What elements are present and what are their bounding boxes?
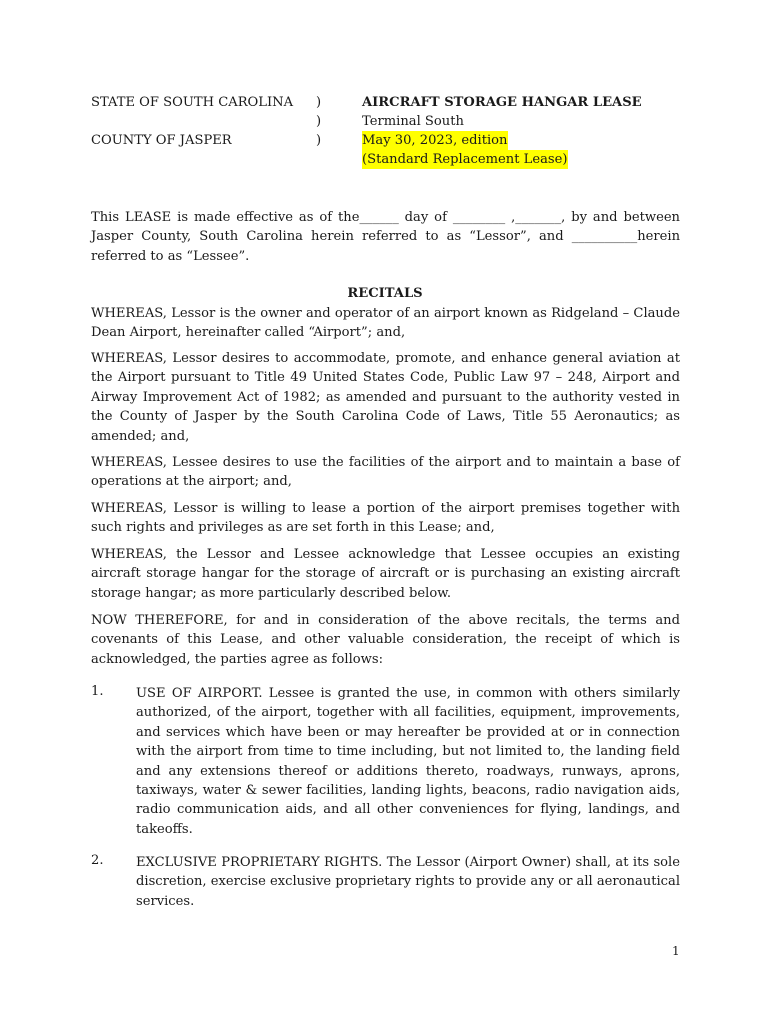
recital-paragraph: WHEREAS, Lessor is willing to lease a portion of the airport premises together with such rights and privileges as are set forth in this Lease; and, — [91, 501, 680, 536]
section-text: EXCLUSIVE PROPRIETARY RIGHTS. The Lessor (Airport Owner) shall, at its sole discretion, exercise exclusive proprietary rights to provide any or all aeronautical services. — [136, 855, 681, 909]
recital-paragraph: WHEREAS, Lessor is the owner and operator of an airport known as Ridgeland – Claude Dean Airport, hereinafter called “Airport”; and, — [91, 306, 680, 341]
recitals-heading: RECITALS — [347, 286, 423, 301]
agreement-paragraph: NOW THEREFORE, for and in consideration of the above recitals, the terms and covenants of this Lease, and other valuable consideration, the receipt of which is acknowledged, the parties agree as follows: — [91, 613, 680, 667]
lease-subtitle: Terminal South — [362, 114, 464, 129]
section-text: USE OF AIRPORT. Lessee is granted the use, in common with others similarly authorized, of the airport, together with all facilities, equipment, improvements, and services which have been or may hereafter be provided at or in connection with the airport from time to time including, but not limited to, the landing field and any extensions thereof or additions thereto, roadways, runways, aprons, taxiways, water & sewer facilities, landing lights, beacons, radio navigation aids, radio communication aids, and all other conveniences for flying, landings, and takeoffs. — [136, 686, 680, 837]
section-number: 2. — [91, 853, 104, 868]
caption-paren: ) — [316, 95, 322, 110]
caption-paren: ) — [316, 114, 322, 129]
county-label: COUNTY OF JASPER — [91, 133, 232, 148]
page-number: 1 — [672, 944, 680, 958]
lease-type: (Standard Replacement Lease) — [362, 152, 568, 167]
section-number: 1. — [91, 684, 104, 699]
lease-title: AIRCRAFT STORAGE HANGAR LEASE — [362, 95, 642, 110]
recital-paragraph: WHEREAS, Lessee desires to use the facilities of the airport and to maintain a base of operations at the airport; and, — [91, 455, 680, 490]
edition-date: May 30, 2023, edition — [362, 133, 508, 148]
recital-paragraph: WHEREAS, the Lessor and Lessee acknowledge that Lessee occupies an existing aircraft storage hangar for the storage of aircraft or is purchasing an existing aircraft storage hangar; as more particularly described below. — [91, 547, 680, 601]
intro-paragraph: This LEASE is made effective as of the______ day of ________ ,_______, by and between Jasper County, South Carolina herein referred to as “Lessor”, and __________herein referred to as “Lessee”. — [91, 210, 680, 264]
state-label: STATE OF SOUTH CAROLINA — [91, 95, 294, 110]
caption-paren: ) — [316, 133, 322, 148]
recital-paragraph: WHEREAS, Lessor desires to accommodate, promote, and enhance general aviation at the Airport pursuant to Title 49 United States Code, Public Law 97 – 248, Airport and Airway Improvement Act of 1982; as amended and pursuant to the authority vested in the County of Jasper by the South Carolina Code of Laws, Title 55 Aeronautics; as amended; and, — [91, 351, 680, 444]
